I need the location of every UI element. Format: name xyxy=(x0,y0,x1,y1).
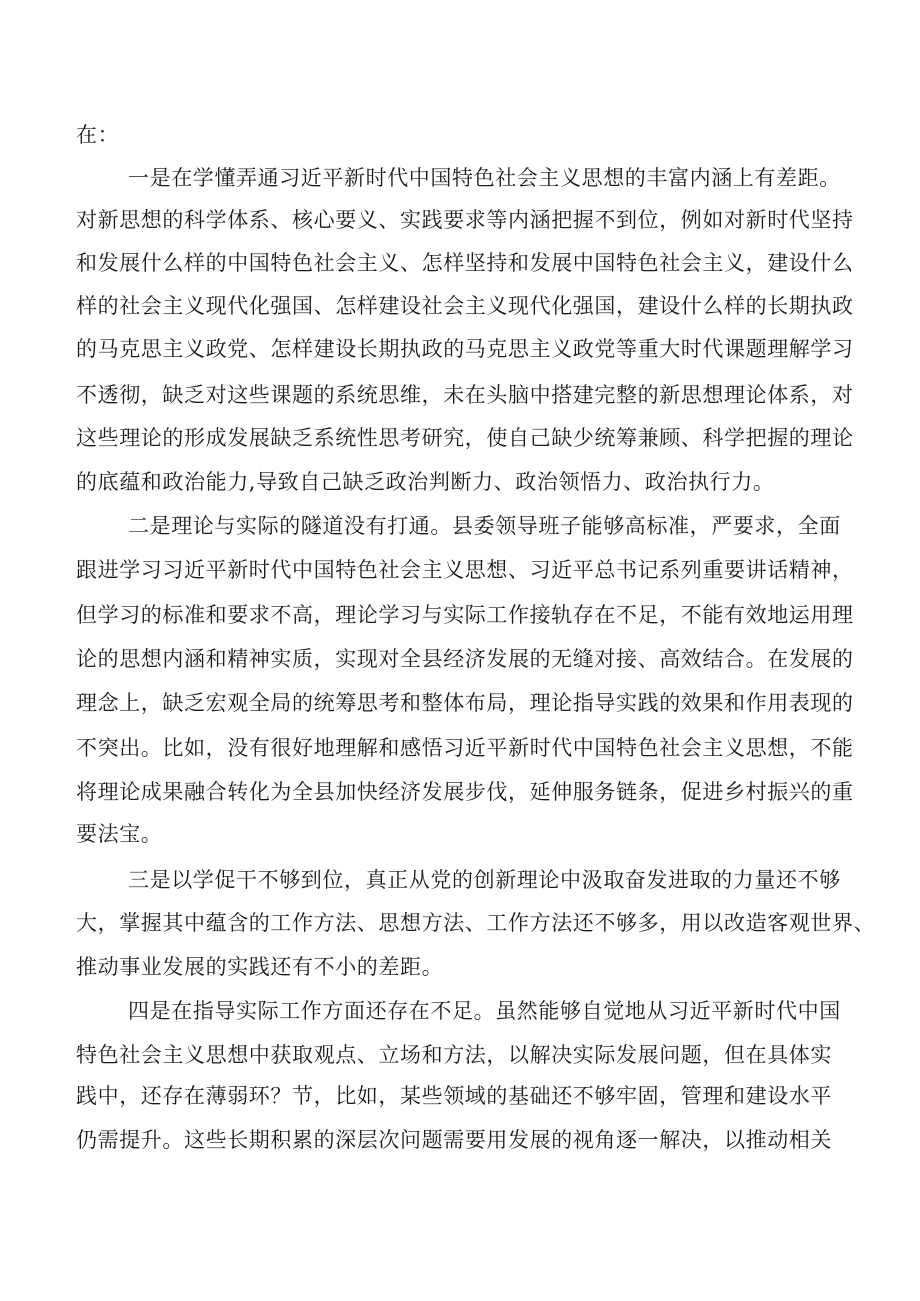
paragraph-1-line: 样的社会主义现代化强国、怎样建设社会主义现代化强国，建设什么样的长期执政 xyxy=(76,294,854,318)
paragraph-2-line: 二是理论与实际的隧道没有打通。县委领导班子能够高标准，严要求，全面 xyxy=(128,514,841,538)
paragraph-1-line: 对新思想的科学体系、核心要义、实践要求等内涵把握不到位，例如对新时代坚持 xyxy=(76,208,854,232)
paragraph-2-line: 不突出。比如，没有很好地理解和感悟习近平新时代中国特色社会主义思想，不能 xyxy=(76,736,854,760)
paragraph-4-line: 践中，还存在薄弱环？节，比如，某些领域的基础还不够牢固，管理和建设水平 xyxy=(76,1084,832,1108)
paragraph-2-line: 跟进学习习近平新时代中国特色社会主义思想、习近平总书记系列重要讲话精神， xyxy=(76,558,854,582)
paragraph-1-line: 的底蕴和政治能力,导致自己缺乏政治判断力、政治领悟力、政治执行力。 xyxy=(76,470,775,494)
paragraph-1-line: 这些理论的形成发展缺乏系统性思考研究，使自己缺少统筹兼顾、科学把握的理论 xyxy=(76,426,854,450)
paragraph-2-line: 将理论成果融合转化为全县加快经济发展步伐，延伸服务链条，促进乡村振兴的重 xyxy=(76,780,854,804)
paragraph-3-line: 大，掌握其中蕴含的工作方法、思想方法、工作方法还不够多，用以改造客观世界、 xyxy=(76,911,876,935)
paragraph-2-line: 但学习的标准和要求不高，理论学习与实际工作接轨存在不足，不能有效地运用理 xyxy=(76,603,854,627)
paragraph-1-line: 一是在学懂弄通习近平新时代中国特色社会主义思想的丰富内涵上有差距。 xyxy=(128,166,841,190)
paragraph-3-line: 三是以学促干不够到位，真正从党的创新理论中汲取奋发进取的力量还不够 xyxy=(128,868,841,892)
paragraph-1-line: 和发展什么样的中国特色社会主义、怎样坚持和发展中国特色社会主义，建设什么 xyxy=(76,251,854,275)
paragraph-2-line: 要法宝。 xyxy=(76,822,163,846)
text-line: 在： xyxy=(76,123,120,147)
paragraph-4-line: 特色社会主义思想中获取观点、立场和方法，以解决实际发展问题，但在具体实 xyxy=(76,1043,832,1067)
paragraph-1-line: 的马克思主义政党、怎样建设长期执政的马克思主义政党等重大时代课题理解学习 xyxy=(76,337,854,361)
paragraph-2-line: 理念上，缺乏宏观全局的统筹思考和整体布局，理论指导实践的效果和作用表现的 xyxy=(76,691,854,715)
paragraph-3-line: 推动事业发展的实践还有不小的差距。 xyxy=(76,955,444,979)
paragraph-4-line: 四是在指导实际工作方面还存在不足。虽然能够自觉地从习近平新时代中国 xyxy=(128,999,841,1023)
paragraph-4-line: 仍需提升。这些长期积累的深层次问题需要用发展的视角逐一解决，以推动相关 xyxy=(76,1128,832,1152)
paragraph-2-line: 论的思想内涵和精神实质，实现对全县经济发展的无缝对接、高效结合。在发展的 xyxy=(76,647,854,671)
paragraph-1-line: 不透彻，缺乏对这些课题的系统思维，未在头脑中搭建完整的新思想理论体系，对 xyxy=(76,383,854,407)
